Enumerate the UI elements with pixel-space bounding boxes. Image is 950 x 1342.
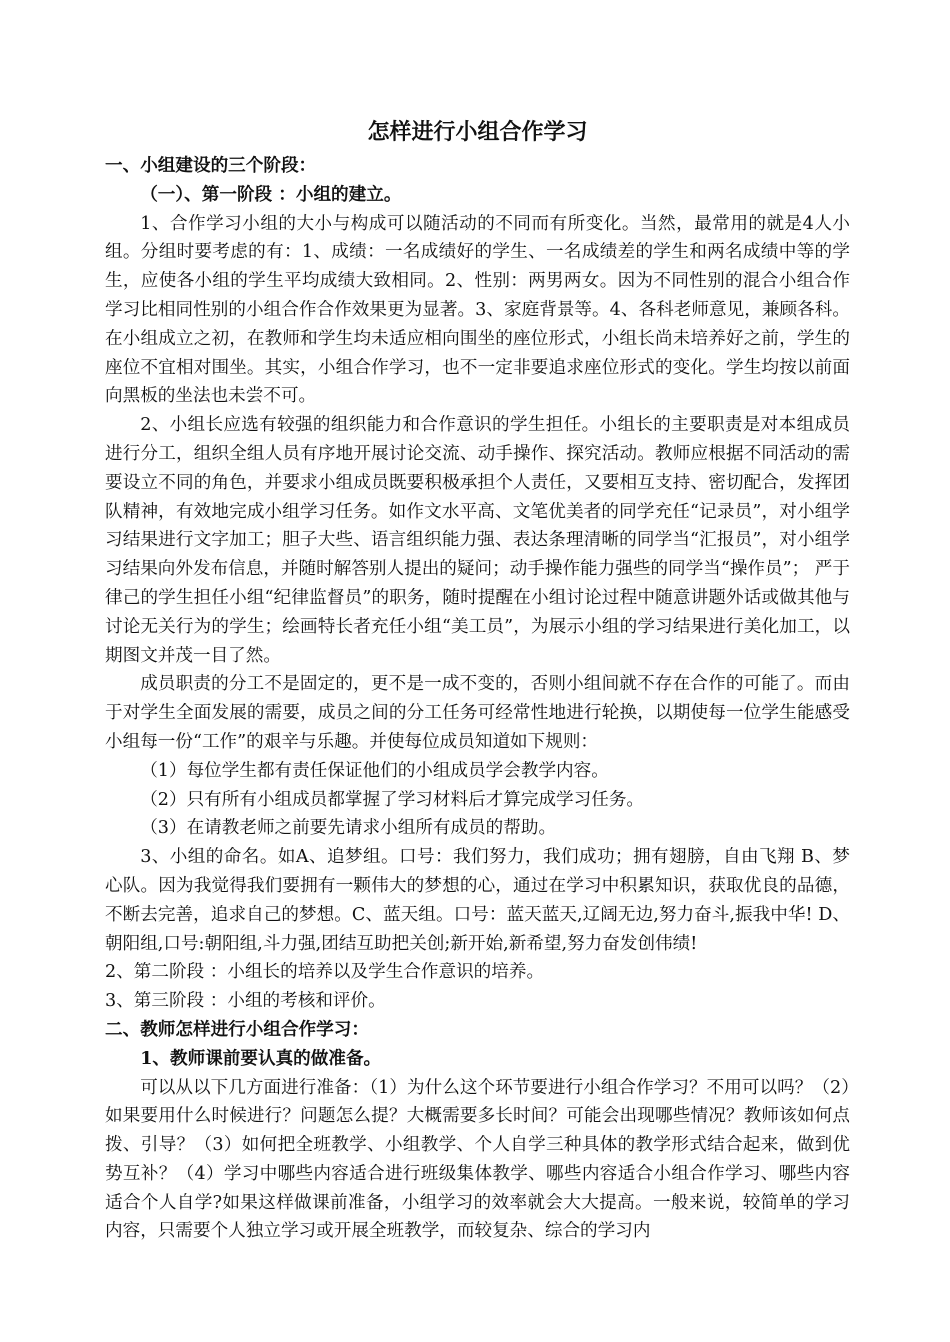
paragraph-group-leader: 2、小组长应选有较强的组织能力和合作意识的学生担任。小组长的主要职责是对本组成员进行分工，组织全组人员有序地开展讨论交流、动手操作、探究活动。教师应根据不同活动的需要设立不同的角色，并要求小组成员既要积极承担个人责任，又要相互支持、密切配合，发挥团队精神，有效地完成小组学习任务。如作文水平高、文笔优美者的同学充任“记录员”，对小组学习结果进行文字加工；胆子大些、语言组织能力强、表达条理清晰的同学当“汇报员”，对小组学习结果向外发布信息，并随时解答别人提出的疑问；动手操作能力强些的同学当“操作员”； 严于律己的学生担任小组“纪律监督员”的职务，随时提醒在小组讨论过程中随意讲题外话或做其他与讨论无关行为的学生；绘画特长者充任小组“美工员”，为展示小组的学习结果进行美化加工，以期图文并茂一目了然。 [105, 415, 850, 666]
stage-heading-2: 2、第二阶段 ：小组长的培养以及学生合作意识的培养。 [105, 962, 545, 983]
rule-item-1: （1）每位学生都有责任保证他们的小组成员学会教学内容。 [140, 760, 609, 781]
document-title: 怎样进行小组合作学习 [367, 119, 588, 145]
section-heading-1: 一、小组建设的三个阶段： [105, 155, 317, 176]
rule-item-3: （3）在请教老师之前要先请求小组所有成员的帮助。 [140, 818, 557, 839]
subsection-heading-1: 1、教师课前要认真的做准备。 [140, 1047, 382, 1069]
paragraph-role-rotation: 成员职责的分工不是固定的，更不是一成不变的，否则小组间就不存在合作的可能了。而由于对学生全面发展的需要，成员之间的分工任务可经常性地进行轮换，以期使每一位学生能感受小组每一份“工作”的艰辛与乐趣。并使每位成员知道如下规则： [105, 674, 850, 752]
paragraph-preparation: 可以从以下几方面进行准备：（1）为什么这个环节要进行小组合作学习？不用可以吗？（2）如果要用什么时候进行？问题怎么提？大概需要多长时间？可能会出现哪些情况？教师该如何点拨、引导？（3）如何把全班教学、小组教学、个人自学三种具体的教学形式结合起来，做到优势互补？（4）学习中哪些内容适合进行班级集体教学、哪些内容适合小组合作学习、哪些内容适合个人自学?如果这样做课前准备，小组学习的效率就会大大提高。一般来说，较简单的学习内容，只需要个人独立学习或开展全班教学，而较复杂、综合的学习内 [105, 1077, 850, 1242]
document-page [105, 112, 850, 1246]
stage-heading-3: 3、第三阶段 ：小组的考核和评价。 [105, 991, 386, 1012]
stage-heading-1: （一）、第一阶段 ：小组的建立。 [140, 183, 402, 205]
paragraph-group-naming: 3、小组的命名。如A、追梦组。口号：我们努力，我们成功；拥有翅膀，自由飞翔 B、梦心队。因为我觉得我们要拥有一颗伟大的梦想的心，通过在学习中积累知识，获取优良的品德，不断去完善，追求自己的梦想。C、蓝天组。口号：蓝天蓝天,辽阔无边,努力奋斗,振我中华! D、朝阳组,口号:朝阳组,斗力强,团结互助把关创;新开始,新希望,努力奋发创伟绩! [105, 847, 850, 954]
section-heading-2: 二、教师怎样进行小组合作学习： [105, 1018, 369, 1040]
rule-item-2: （2）只有所有小组成员都掌握了学习材料后才算完成学习任务。 [140, 789, 645, 810]
paragraph-group-size: 1、合作学习小组的大小与构成可以随活动的不同而有所变化。当然，最常用的就是4人小组。分组时要考虑的有：1、成绩：一名成绩好的学生、一名成绩差的学生和两名成绩中等的学生，应使各小组的学生平均成绩大致相同。2、性别：两男两女。因为不同性别的混合小组合作学习比相同性别的小组合作合作效果更为显著。3、家庭背景等。4、各科老师意见，兼顾各科。在小组成立之初，在教师和学生均未适应相向围坐的座位形式，小组长尚未培养好之前，学生的座位不宜相对围坐。其实，小组合作学习，也不一定非要追求座位形式的变化。学生均按以前面向黑板的坐法也未尝不可。 [105, 213, 850, 407]
